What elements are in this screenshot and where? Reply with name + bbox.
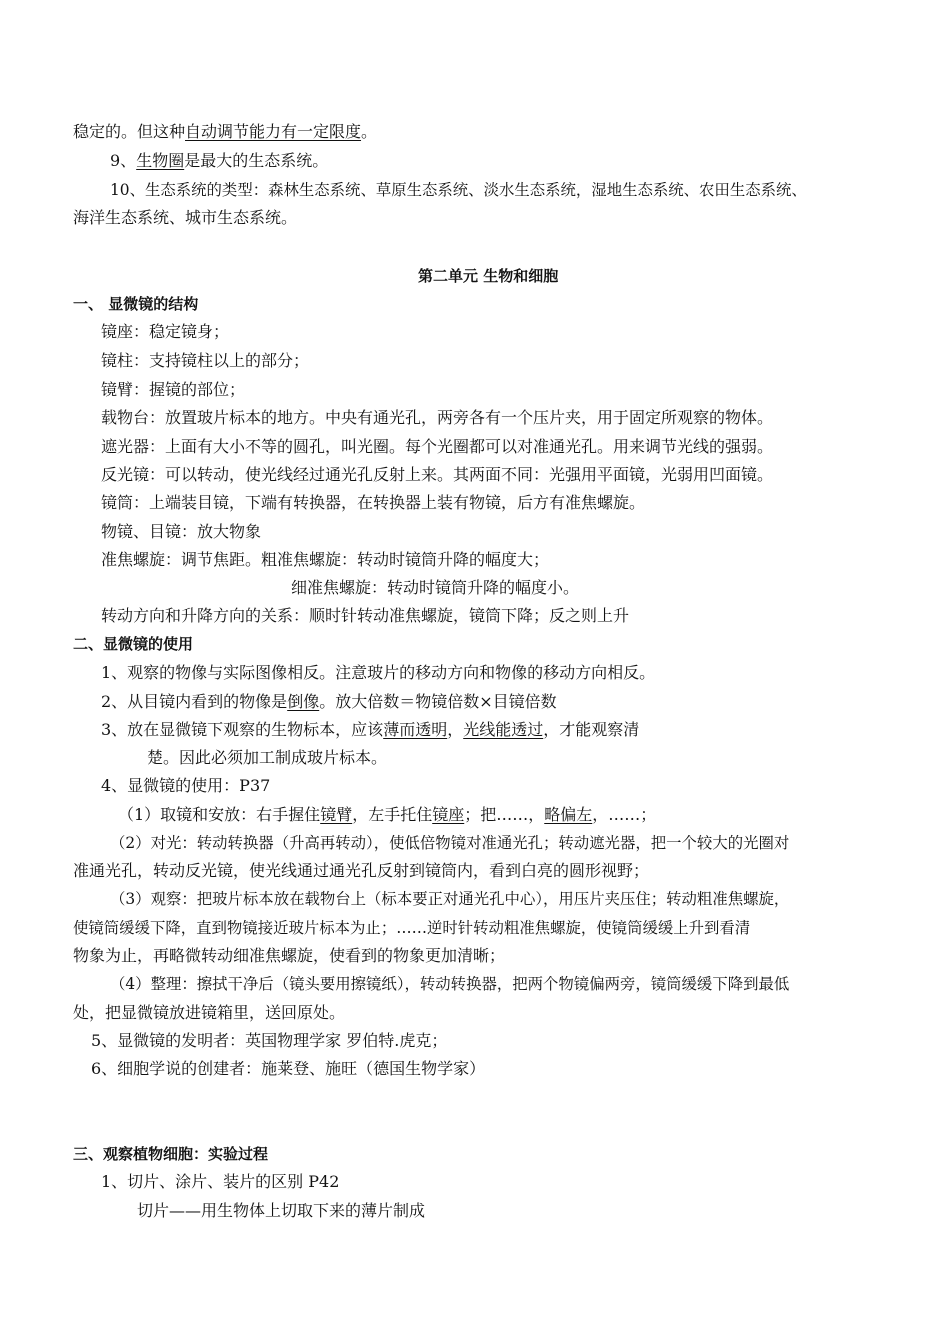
usage-step-4-line2: 处，把显微镜放进镜箱里，送回原处。 (73, 1003, 346, 1022)
section-heading-2: 二、显微镜的使用 (73, 635, 194, 653)
structure-line: 镜座：稳定镜身； (101, 322, 230, 341)
usage-step-2-line1: （2）对光：转动转换器（升高再转动），使低倍物镜对准通光孔；转动遮光器，把一个较大的光圈对 (110, 834, 790, 852)
section-heading-3: 三、观察植物细胞：实验过程 (73, 1145, 269, 1163)
structure-line: 镜臂：握镜的部位； (101, 380, 246, 399)
underlined-term: 略偏左 (544, 805, 593, 824)
usage-step-2-line2: 准通光孔，转动反光镜，使光线通过通光孔反射到镜筒内，看到白亮的圆形视野； (73, 861, 650, 880)
structure-line: 遮光器：上面有大小不等的圆孔，叫光圈。每个光圈都可以对准通光孔。用来调节光线的强弱。 (101, 437, 774, 456)
structure-line: 物镜、目镜：放大物象 (101, 522, 262, 541)
underlined-term: 镜座 (432, 805, 465, 824)
structure-line: 载物台：放置玻片标本的地方。中央有通光孔，两旁各有一个压片夹，用于固定所观察的物体。 (101, 408, 774, 427)
paragraph-item-10-line1: 10、生态系统的类型：森林生态系统、草原生态系统、淡水生态系统，湿地生态系统、农田生态系统、 (110, 181, 807, 199)
usage-step-1: （1）取镜和安放：右手握住镜臂，左手托住镜座；把……，略偏左，……； (118, 805, 657, 824)
underlined-term: 光线能透过 (463, 720, 544, 739)
experiment-item-1: 1、切片、涂片、装片的区别 P42 (101, 1172, 340, 1191)
underlined-term: 生物圈 (136, 151, 185, 170)
usage-item-3: 3、放在显微镜下观察的生物标本，应该薄而透明，光线能透过，才能观察清 (101, 720, 640, 739)
paragraph-stability: 稳定的。但这种自动调节能力有一定限度。 (73, 122, 378, 141)
underlined-phrase: 自动调节能力有一定限度 (185, 122, 362, 141)
section-heading-1: 一、 显微镜的结构 (73, 295, 199, 313)
structure-line: 准焦螺旋：调节焦距。粗准焦螺旋：转动时镜筒升降的幅度大； (101, 550, 550, 569)
experiment-item-1-detail: 切片——用生物体上切取下来的薄片制成 (137, 1201, 426, 1220)
structure-line: 细准焦螺旋：转动时镜筒升降的幅度小。 (291, 578, 580, 597)
paragraph-item-10-line2: 海洋生态系统、城市生态系统。 (73, 208, 298, 227)
paragraph-item-9: 9、生物圈是最大的生态系统。 (110, 151, 329, 170)
usage-step-3-line2: 使镜筒缓缓下降，直到物镜接近玻片标本为止；……逆时针转动粗准焦螺旋，使镜筒缓缓上升到看清 (73, 919, 751, 937)
usage-item-4: 4、显微镜的使用：P37 (101, 776, 271, 795)
usage-item-6: 6、细胞学说的创建者：施莱登、施旺（德国生物学家） (91, 1059, 486, 1078)
usage-step-3-line3: 物象为止，再略微转动细准焦螺旋，使看到的物象更加清晰； (73, 946, 506, 965)
underlined-term: 镜臂 (320, 805, 353, 824)
underlined-term: 薄而透明 (383, 720, 448, 739)
structure-line: 转动方向和升降方向的关系：顺时针转动准焦螺旋，镜筒下降；反之则上升 (101, 606, 630, 625)
structure-line: 镜筒：上端装目镜，下端有转换器，在转换器上装有物镜，后方有准焦螺旋。 (101, 493, 646, 512)
usage-item-2: 2、从目镜内看到的物像是倒像。放大倍数＝物镜倍数×目镜倍数 (101, 692, 557, 711)
structure-line: 反光镜：可以转动，使光线经过通光孔反射上来。其两面不同：光强用平面镜，光弱用凹面镜。 (101, 465, 774, 484)
underlined-term: 倒像 (287, 692, 320, 711)
usage-item-5: 5、显微镜的发明者：英国物理学家 罗伯特.虎克； (91, 1031, 448, 1050)
usage-step-3-line1: （3）观察：把玻片标本放在载物台上（标本要正对通光孔中心），用压片夹压住；转动粗准焦螺旋， (110, 890, 790, 908)
unit-title: 第二单元 生物和细胞 (418, 267, 559, 285)
usage-item-3-continued: 楚。因此必须加工制成玻片标本。 (147, 748, 388, 767)
usage-item-1: 1、观察的物像与实际图像相反。注意玻片的移动方向和物像的移动方向相反。 (101, 663, 656, 682)
usage-step-4-line1: （4）整理：擦拭干净后（镜头要用擦镜纸），转动转换器，把两个物镜偏两旁，镜筒缓缓下降到最低 (110, 975, 790, 993)
structure-line: 镜柱：支持镜柱以上的部分； (101, 351, 310, 370)
